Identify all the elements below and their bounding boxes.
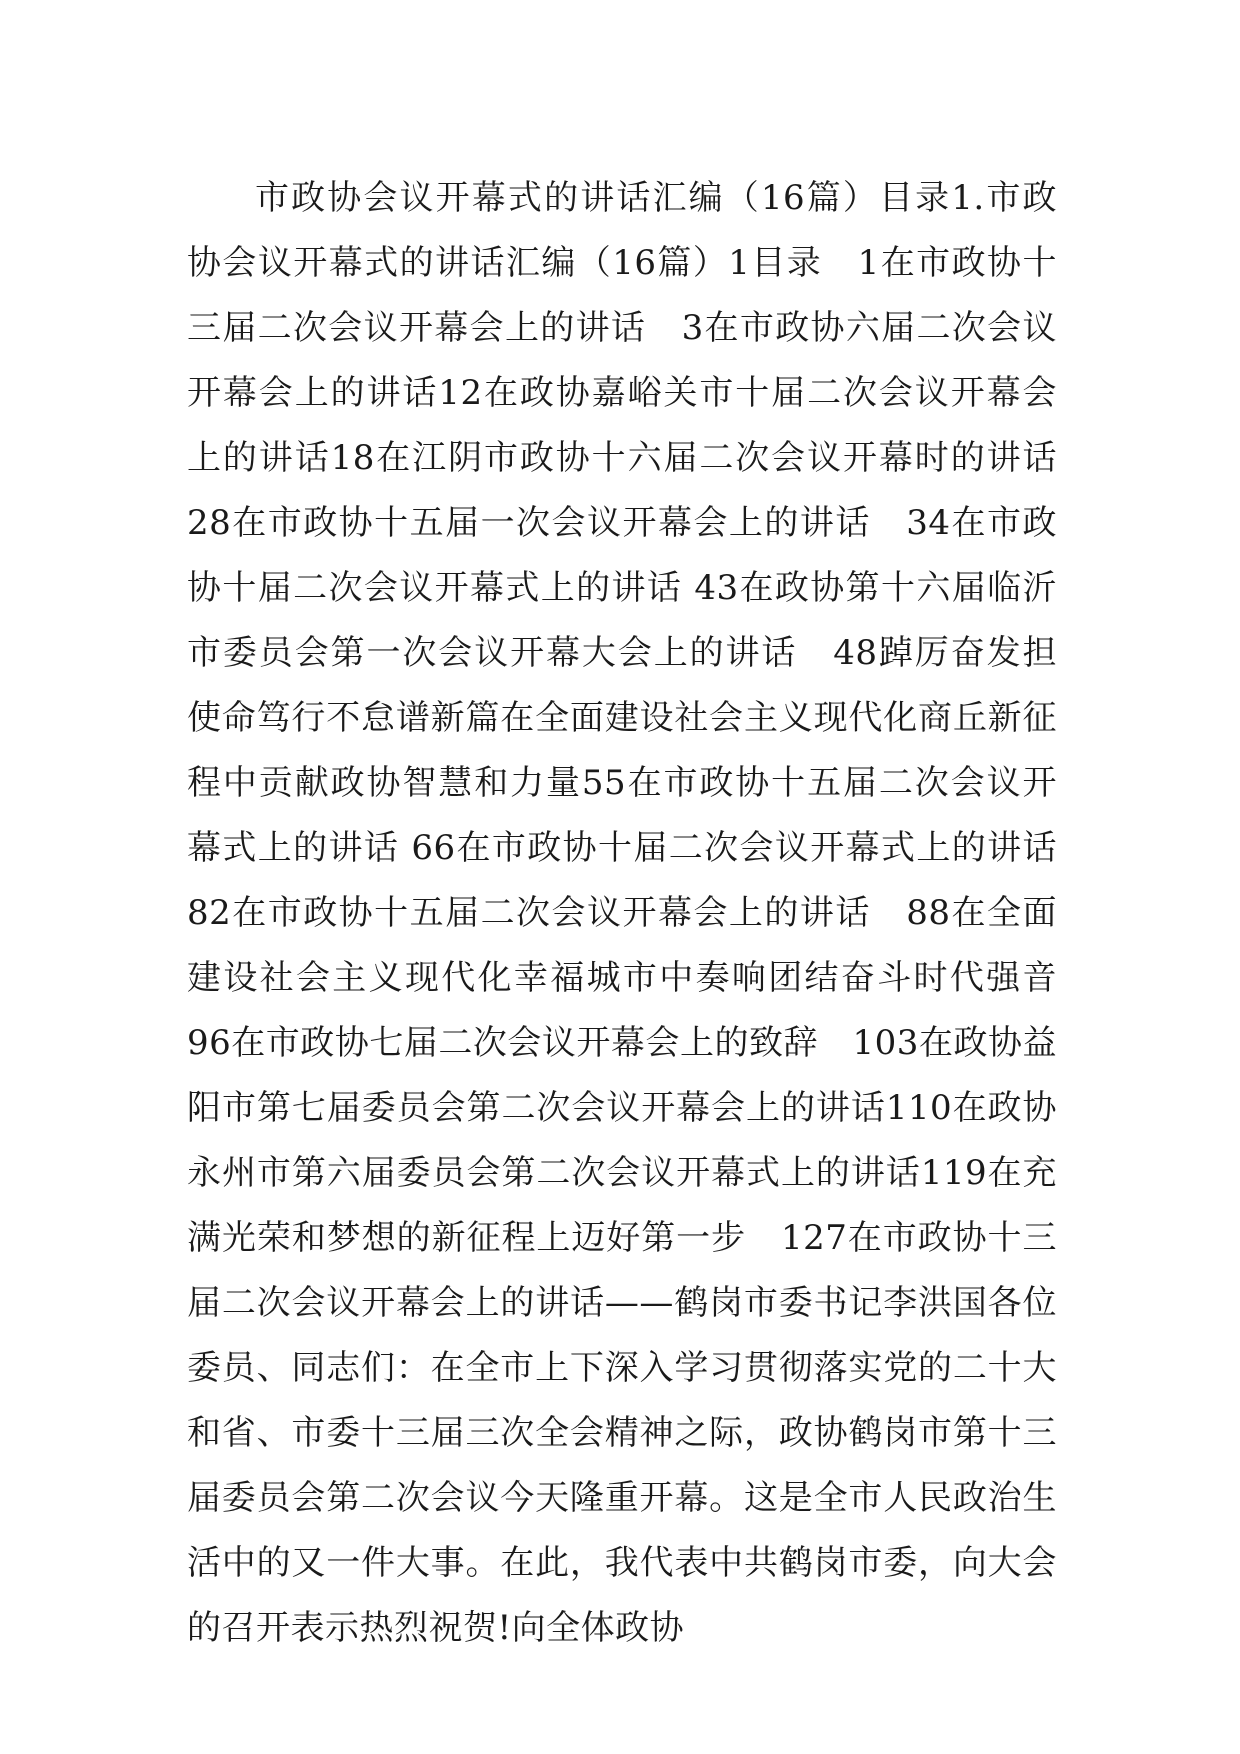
body-paragraph: 市政协会议开幕式的讲话汇编（16篇）目录1.市政协会议开幕式的讲话汇编（16篇）1目录 1在市政协十三届二次会议开幕会上的讲话 3在市政协六届二次会议开幕会上的讲话12在政协嘉峪关市十届二次会议开幕会上的讲话18在江阴市政协十六届二次会议开幕时的讲话 28在市政协十五届一次会议开幕会上的讲话 34在市政协十届二次会议开幕式上的讲话 43在政协第十六届临沂市委员会第一次会议开幕大会上的讲话 48踔厉奋发担使命笃行不怠谱新篇在全面建设社会主义现代化商丘新征程中贡献政协智慧和力量55在市政协十五届二次会议开幕式上的讲话 66在市政协十届二次会议开幕式上的讲话82在市政协十五届二次会议开幕会上的讲话 88在全面建设社会主义现代化幸福城市中奏响团结奋斗时代强音 96在市政协七届二次会议开幕会上的致辞 103在政协益阳市第七届委员会第二次会议开幕会上的讲话110在政协永州市第六届委员会第二次会议开幕式上的讲话119在充满光荣和梦想的新征程上迈好第一步 127在市政协十三届二次会议开幕会上的讲话——鹤岗市委书记李洪国各位委员、同志们：在全市上下深入学习贯彻落实党的二十大和省、市委十三届三次全会精神之际，政协鹤岗市第十三届委员会第二次会议今天隆重开幕。这是全市人民政治生活中的又一件大事。在此，我代表中共鹤岗市委，向大会的召开表示热烈祝贺!向全体政协 [187, 178, 1092, 1648]
